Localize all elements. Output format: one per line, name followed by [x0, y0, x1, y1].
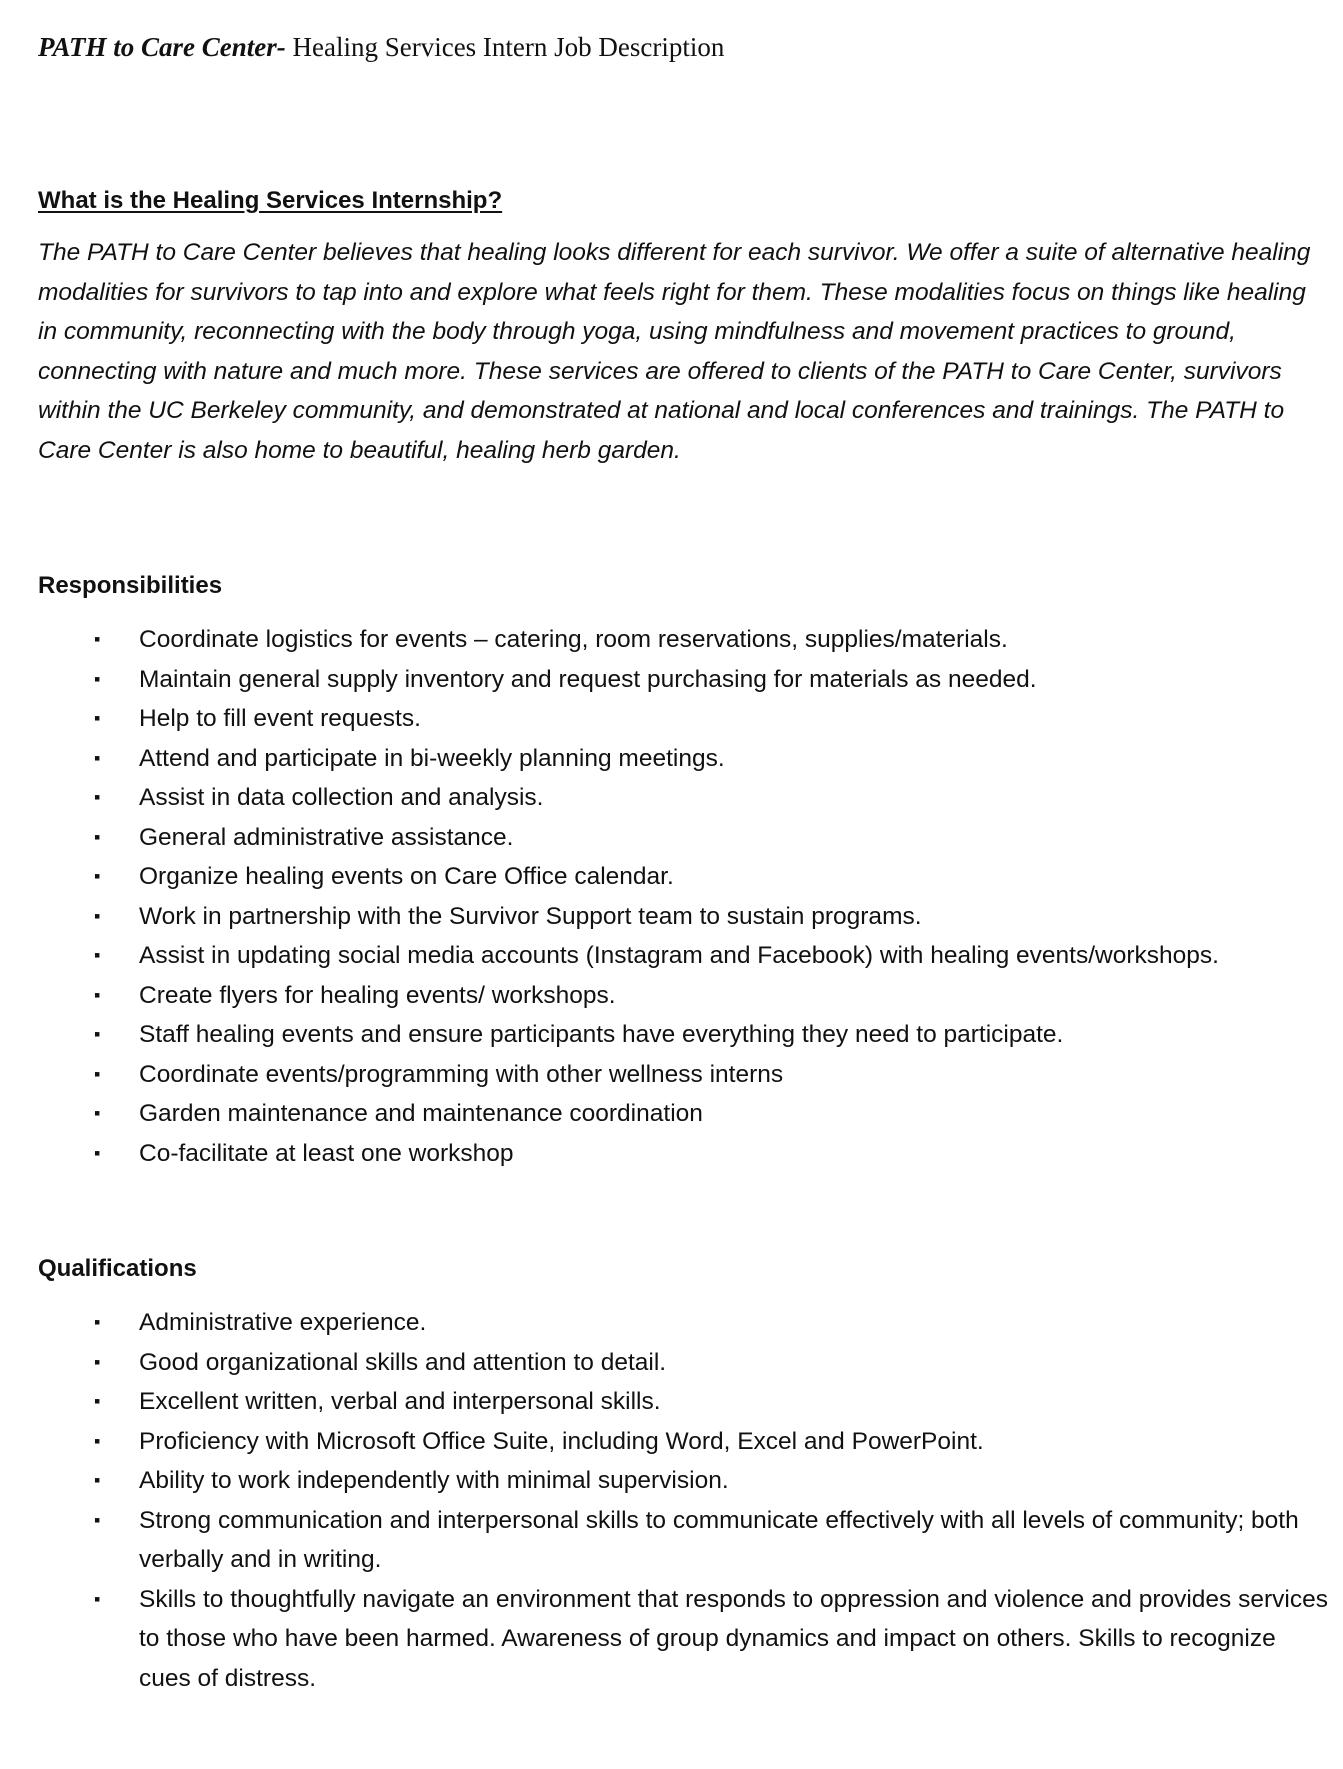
list-item: [38, 897, 1334, 937]
list-item-text: Ability to work independently with minimal supervision.: [139, 1467, 729, 1494]
list-item: [38, 1134, 1334, 1174]
list-item-text: Strong communication and interpersonal skills to communicate effectively with all levels of community; both verbally and in writing.: [139, 1506, 1299, 1573]
list-item: [38, 1422, 1334, 1462]
bullet-icon: ▪: [94, 1103, 101, 1123]
bullet-icon: ▪: [94, 668, 101, 689]
list-item: [38, 739, 1334, 779]
list-item-text: Work in partnership with the Survivor Support team to sustain programs.: [139, 902, 922, 930]
list-item-text: Coordinate logistics for events – catering, room reservations, supplies/materials.: [139, 626, 1008, 653]
list-item-text: Create flyers for healing events/ workshops.: [139, 981, 616, 1009]
list-item-text: General administrative assistance.: [139, 823, 514, 851]
list-item: [38, 1303, 1334, 1343]
list-item-text: Maintain general supply inventory and request purchasing for materials as needed.: [139, 665, 1037, 693]
bullet-icon: ▪: [94, 945, 101, 965]
bullet-icon: ▪: [94, 1142, 101, 1163]
responsibilities-heading: Responsibilities: [38, 572, 223, 599]
list-item: [38, 660, 1334, 700]
bullet-icon: ▪: [94, 1391, 101, 1411]
list-item: [38, 1382, 1334, 1422]
bullet-icon: ▪: [94, 708, 101, 728]
intro-paragraph: The PATH to Care Center believes that healing looks different for each survivor. We offer a suite of alternative healing modalities for survivors to tap into and explore what feels right for them. These modalities focus on things like healing in community, reconnecting with the body through yoga, using mindfulness and movement practices to ground, connecting with nature and much more. These services are offered to clients of the PATH to Care Center, survivors within the UC Berkeley community, and demonstrated at national and local conferences and trainings. The PATH to Care Center is also home to beautiful, healing herb garden.: [38, 239, 1311, 464]
bullet-icon: ▪: [94, 1430, 101, 1451]
list-item: [38, 1343, 1334, 1383]
bullet-icon: ▪: [94, 787, 101, 807]
list-item: [38, 699, 1334, 739]
list-item-text: Excellent written, verbal and interpersonal skills.: [139, 1388, 661, 1415]
bullet-icon: ▪: [94, 747, 101, 768]
list-item: [38, 620, 1334, 660]
list-item: [38, 1461, 1334, 1501]
list-item-text: Skills to thoughtfully navigate an environment that responds to oppression and violence and provides services to those who have been harmed. Awareness of group dynamics and impact on others. Skills to recognize cues of distress.: [139, 1585, 1328, 1692]
responsibilities-list: [38, 620, 1343, 1173]
intro-heading: What is the Healing Services Internship?: [38, 187, 503, 214]
title-text: Healing Services Intern Job Description: [285, 32, 725, 62]
list-item: [38, 1580, 1334, 1699]
qualifications-list: [38, 1303, 1343, 1698]
list-item: [38, 936, 1334, 976]
bullet-icon: ▪: [94, 1063, 101, 1084]
list-item-text: Administrative experience.: [139, 1309, 427, 1336]
list-item-text: Assist in updating social media accounts (Instagram and Facebook) with healing events/workshops.: [139, 942, 1219, 969]
list-item: [38, 818, 1334, 858]
list-item: [38, 1501, 1334, 1580]
list-item: [38, 778, 1334, 818]
list-item-text: Staff healing events and ensure participants have everything they need to participate.: [139, 1021, 1064, 1048]
list-item: [38, 1094, 1334, 1134]
bullet-icon: ▪: [94, 629, 101, 649]
bullet-icon: ▪: [94, 1312, 101, 1332]
bullet-icon: ▪: [94, 1588, 101, 1609]
bullet-icon: ▪: [94, 866, 101, 886]
list-item-text: Co-facilitate at least one workshop: [139, 1139, 514, 1167]
bullet-icon: ▪: [94, 1470, 101, 1490]
list-item-text: Attend and participate in bi-weekly planning meetings.: [139, 744, 725, 772]
bullet-icon: ▪: [94, 1509, 101, 1530]
bullet-icon: ▪: [94, 826, 101, 847]
list-item: [38, 1055, 1334, 1095]
qualifications-heading: Qualifications: [38, 1255, 197, 1282]
org-name: PATH to Care Center-: [38, 32, 286, 62]
bullet-icon: ▪: [94, 905, 101, 926]
bullet-icon: ▪: [94, 1351, 101, 1372]
list-item: [38, 1015, 1334, 1055]
list-item: [38, 857, 1334, 897]
list-item-text: Assist in data collection and analysis.: [139, 784, 544, 811]
list-item-text: Proficiency with Microsoft Office Suite, including Word, Excel and PowerPoint.: [139, 1427, 984, 1455]
list-item-text: Garden maintenance and maintenance coordination: [139, 1100, 703, 1127]
list-item-text: Coordinate events/programming with other wellness interns: [139, 1060, 784, 1088]
bullet-icon: ▪: [94, 1024, 101, 1044]
list-item-text: Good organizational skills and attention to detail.: [139, 1348, 667, 1376]
list-item-text: Organize healing events on Care Office calendar.: [139, 863, 674, 890]
list-item-text: Help to fill event requests.: [139, 705, 421, 732]
bullet-icon: ▪: [94, 984, 101, 1005]
list-item: [38, 976, 1334, 1016]
document-title: [38, 32, 1343, 62]
